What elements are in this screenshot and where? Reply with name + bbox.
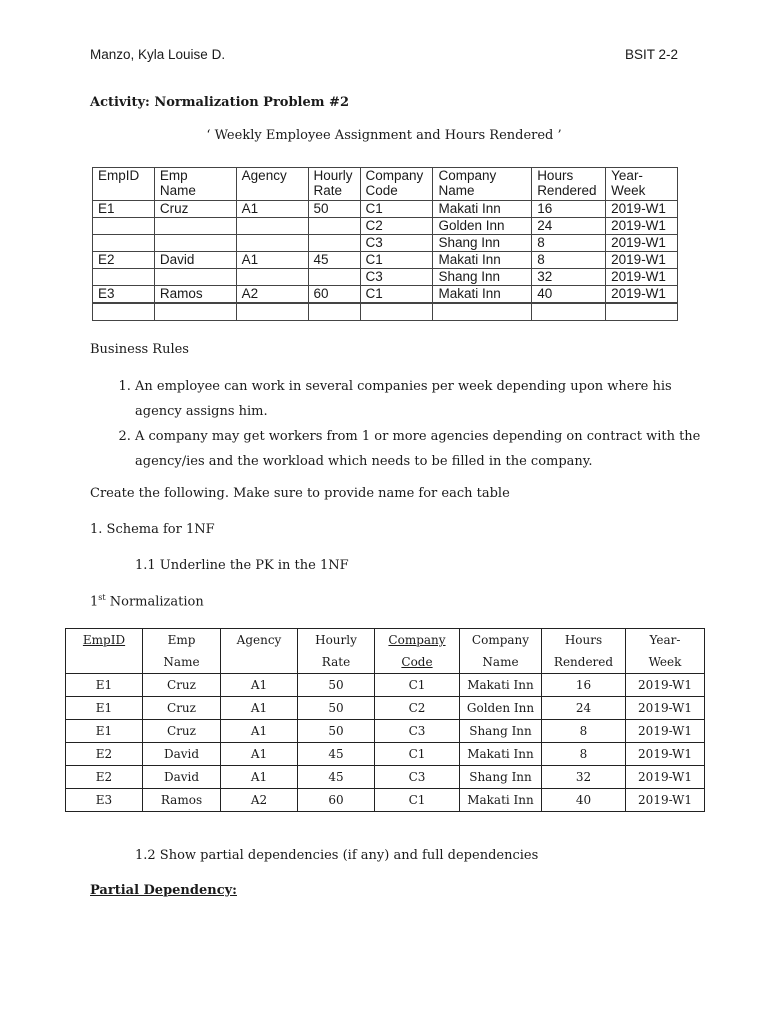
- table-cell: E2: [66, 743, 143, 766]
- table-cell: 32: [532, 269, 606, 286]
- nf-header-text: EmpID: [82, 633, 126, 647]
- table-cell: A1: [221, 697, 298, 720]
- nf-header-cell: [298, 629, 375, 674]
- scan-header-text: Year-: [611, 168, 643, 183]
- table-row: [93, 235, 678, 252]
- scanned-source-table: [92, 167, 678, 321]
- scan-header-text: Code: [365, 183, 398, 198]
- table-cell: [308, 235, 360, 252]
- table-cell: 2019-W1: [606, 269, 678, 286]
- table-cell: [93, 303, 155, 321]
- table-cell: 40: [532, 286, 606, 304]
- table-cell: Ramos: [143, 789, 221, 812]
- scanned-table-header-row: [93, 168, 678, 201]
- table-cell: [154, 303, 236, 321]
- table-cell: C1: [375, 789, 460, 812]
- table-cell: [308, 218, 360, 235]
- scan-header-cell: [606, 168, 678, 201]
- table-cell: 2019-W1: [626, 766, 705, 789]
- activity-title: Activity: Normalization Problem #2: [90, 95, 349, 110]
- table-cell: A1: [221, 674, 298, 697]
- table-cell: E3: [93, 286, 155, 304]
- nf-header-cell: [542, 629, 626, 674]
- table-cell: A1: [221, 743, 298, 766]
- table-cell: 50: [308, 201, 360, 218]
- nf-header-cell: [221, 629, 298, 674]
- table-cell: A1: [221, 720, 298, 743]
- scan-header-text: Hours: [537, 168, 574, 183]
- table-cell: 24: [532, 218, 606, 235]
- scan-header-cell: [93, 168, 155, 201]
- scan-header-text: Hourly: [313, 168, 353, 183]
- table-cell: [154, 235, 236, 252]
- nf-header-text: Rate: [321, 655, 351, 669]
- partial-dependency-heading: Partial Dependency:: [90, 883, 237, 898]
- nf-header-cell: [460, 629, 542, 674]
- table-cell: 16: [542, 674, 626, 697]
- table-cell: [236, 303, 308, 321]
- table-cell: 8: [532, 235, 606, 252]
- business-rule-item: 1. An employee can work in several companies per week depending upon where his agency assigns him.: [135, 374, 705, 424]
- table-cell: 2019-W1: [606, 235, 678, 252]
- table-cell: Cruz: [143, 720, 221, 743]
- table-row: [66, 720, 705, 743]
- table-cell: [433, 303, 532, 321]
- activity-subtitle: ‘ Weekly Employee Assignment and Hours Rendered ’: [206, 128, 562, 143]
- table-cell: [154, 218, 236, 235]
- table-cell: A2: [236, 286, 308, 304]
- table-cell: Makati Inn: [460, 743, 542, 766]
- table-cell: [154, 269, 236, 286]
- table-cell: Makati Inn: [433, 201, 532, 218]
- table-cell: David: [143, 766, 221, 789]
- student-name: Manzo, Kyla Louise D.: [90, 47, 226, 62]
- dependency-note: 1.2 Show partial dependencies (if any) and full dependencies: [135, 848, 539, 863]
- table-cell: 40: [542, 789, 626, 812]
- nf-header-text: Rendered: [553, 655, 614, 669]
- table-cell: C3: [360, 269, 433, 286]
- scan-header-cell: [154, 168, 236, 201]
- nf-header-cell: [375, 629, 460, 674]
- scan-header-text: Name: [159, 183, 196, 198]
- scan-header-cell: [433, 168, 532, 201]
- table-cell: C1: [375, 743, 460, 766]
- table-cell: 24: [542, 697, 626, 720]
- table-row: [93, 286, 678, 304]
- first-normal-form-table: [65, 628, 705, 812]
- table-cell: C2: [375, 697, 460, 720]
- table-row: [93, 252, 678, 269]
- table-cell: E1: [66, 674, 143, 697]
- table-cell: 50: [298, 697, 375, 720]
- table-cell: Golden Inn: [433, 218, 532, 235]
- table-row: [66, 697, 705, 720]
- scan-header-text: Agency: [241, 168, 287, 183]
- table-cell: 2019-W1: [606, 252, 678, 269]
- table-cell: 2019-W1: [606, 286, 678, 304]
- table-cell: C3: [360, 235, 433, 252]
- table-cell: 2019-W1: [626, 789, 705, 812]
- table-cell: 45: [298, 743, 375, 766]
- table-cell: [606, 303, 678, 321]
- table-cell: David: [154, 252, 236, 269]
- table-row: [66, 743, 705, 766]
- table-cell: A1: [221, 766, 298, 789]
- table-cell: David: [143, 743, 221, 766]
- nf-header-text: Name: [482, 655, 519, 669]
- table-cell: C1: [375, 674, 460, 697]
- table-cell: Shang Inn: [433, 269, 532, 286]
- table-cell: E2: [66, 766, 143, 789]
- table-cell: C2: [360, 218, 433, 235]
- table-cell: C3: [375, 766, 460, 789]
- nf-header-text: Company: [388, 633, 446, 647]
- table-cell: [236, 235, 308, 252]
- nf-table-header-row: [66, 629, 705, 674]
- table-cell: Ramos: [154, 286, 236, 304]
- scan-header-cell: [308, 168, 360, 201]
- table-cell: [236, 218, 308, 235]
- table-cell: 2019-W1: [626, 697, 705, 720]
- table-row: [93, 303, 678, 321]
- table-cell: Cruz: [154, 201, 236, 218]
- nf-header-text: Emp: [167, 633, 196, 647]
- table-cell: Shang Inn: [460, 720, 542, 743]
- table-cell: Makati Inn: [460, 789, 542, 812]
- table-cell: 2019-W1: [606, 218, 678, 235]
- table-row: [93, 218, 678, 235]
- table-cell: [93, 235, 155, 252]
- scan-header-cell: [360, 168, 433, 201]
- norm-prefix: 1: [90, 594, 99, 610]
- nf-header-text: Hours: [564, 633, 603, 647]
- table-cell: E1: [66, 720, 143, 743]
- table-cell: Makati Inn: [460, 674, 542, 697]
- table-cell: E2: [93, 252, 155, 269]
- table-row: [66, 674, 705, 697]
- instruction-text: Create the following. Make sure to provide name for each table: [90, 486, 510, 501]
- table-cell: [93, 269, 155, 286]
- scan-header-text: Week: [611, 183, 646, 198]
- table-cell: A1: [236, 252, 308, 269]
- table-cell: [532, 303, 606, 321]
- business-rule-item: 2. A company may get workers from 1 or more agencies depending on contract with the agency/ies and the workload which needs to be filled in the company.: [135, 424, 705, 474]
- table-cell: 2019-W1: [626, 743, 705, 766]
- table-cell: [308, 269, 360, 286]
- table-row: [93, 269, 678, 286]
- table-cell: E3: [66, 789, 143, 812]
- first-normalization-heading: [90, 593, 204, 609]
- table-cell: 16: [532, 201, 606, 218]
- scan-header-text: Name: [438, 183, 475, 198]
- scan-header-text: Emp: [159, 168, 188, 183]
- norm-suffix: Normalization: [105, 594, 204, 610]
- section-label: BSIT 2-2: [624, 47, 678, 62]
- table-cell: C1: [360, 201, 433, 218]
- table-cell: A1: [236, 201, 308, 218]
- scan-header-text: Company: [438, 168, 497, 183]
- table-cell: Cruz: [143, 697, 221, 720]
- scan-header-text: Rate: [313, 183, 343, 198]
- scan-header-cell: [236, 168, 308, 201]
- table-cell: Golden Inn: [460, 697, 542, 720]
- norm-superscript: st: [98, 593, 106, 602]
- table-cell: Makati Inn: [433, 252, 532, 269]
- table-cell: 60: [298, 789, 375, 812]
- table-cell: E1: [93, 201, 155, 218]
- schema-heading: 1. Schema for 1NF: [90, 522, 215, 537]
- scan-header-text: Company: [365, 168, 424, 183]
- nf-header-text: Week: [648, 655, 682, 669]
- table-cell: 60: [308, 286, 360, 304]
- table-cell: C1: [360, 286, 433, 304]
- nf-header-cell: [626, 629, 705, 674]
- nf-header-cell: [66, 629, 143, 674]
- business-rules-list: [110, 374, 705, 474]
- table-cell: 8: [542, 743, 626, 766]
- table-cell: Cruz: [143, 674, 221, 697]
- table-cell: 45: [308, 252, 360, 269]
- table-cell: 8: [542, 720, 626, 743]
- table-cell: 2019-W1: [626, 720, 705, 743]
- table-cell: 2019-W1: [606, 201, 678, 218]
- table-cell: C3: [375, 720, 460, 743]
- table-cell: 50: [298, 720, 375, 743]
- table-cell: [93, 218, 155, 235]
- table-cell: 8: [532, 252, 606, 269]
- table-row: [66, 789, 705, 812]
- table-row: [66, 766, 705, 789]
- table-cell: Shang Inn: [433, 235, 532, 252]
- nf-header-text: Name: [163, 655, 200, 669]
- table-cell: [360, 303, 433, 321]
- table-cell: [308, 303, 360, 321]
- table-cell: [236, 269, 308, 286]
- table-cell: Shang Inn: [460, 766, 542, 789]
- table-row: [93, 201, 678, 218]
- table-cell: 32: [542, 766, 626, 789]
- table-cell: Makati Inn: [433, 286, 532, 304]
- scan-header-text: EmpID: [98, 168, 140, 183]
- nf-header-text: Company: [471, 633, 530, 647]
- scan-header-cell: [532, 168, 606, 201]
- scan-header-text: Rendered: [537, 183, 597, 198]
- nf-header-cell: [143, 629, 221, 674]
- table-cell: C1: [360, 252, 433, 269]
- nf-header-text: Year-: [649, 633, 681, 647]
- underline-pk-note: 1.1 Underline the PK in the 1NF: [135, 558, 349, 573]
- table-cell: 50: [298, 674, 375, 697]
- nf-header-text: Code: [401, 655, 433, 669]
- table-cell: E1: [66, 697, 143, 720]
- table-cell: A2: [221, 789, 298, 812]
- nf-header-text: Hourly: [315, 633, 357, 647]
- table-cell: 2019-W1: [626, 674, 705, 697]
- business-rules-heading: Business Rules: [90, 342, 189, 357]
- table-cell: 45: [298, 766, 375, 789]
- nf-header-text: Agency: [236, 633, 282, 647]
